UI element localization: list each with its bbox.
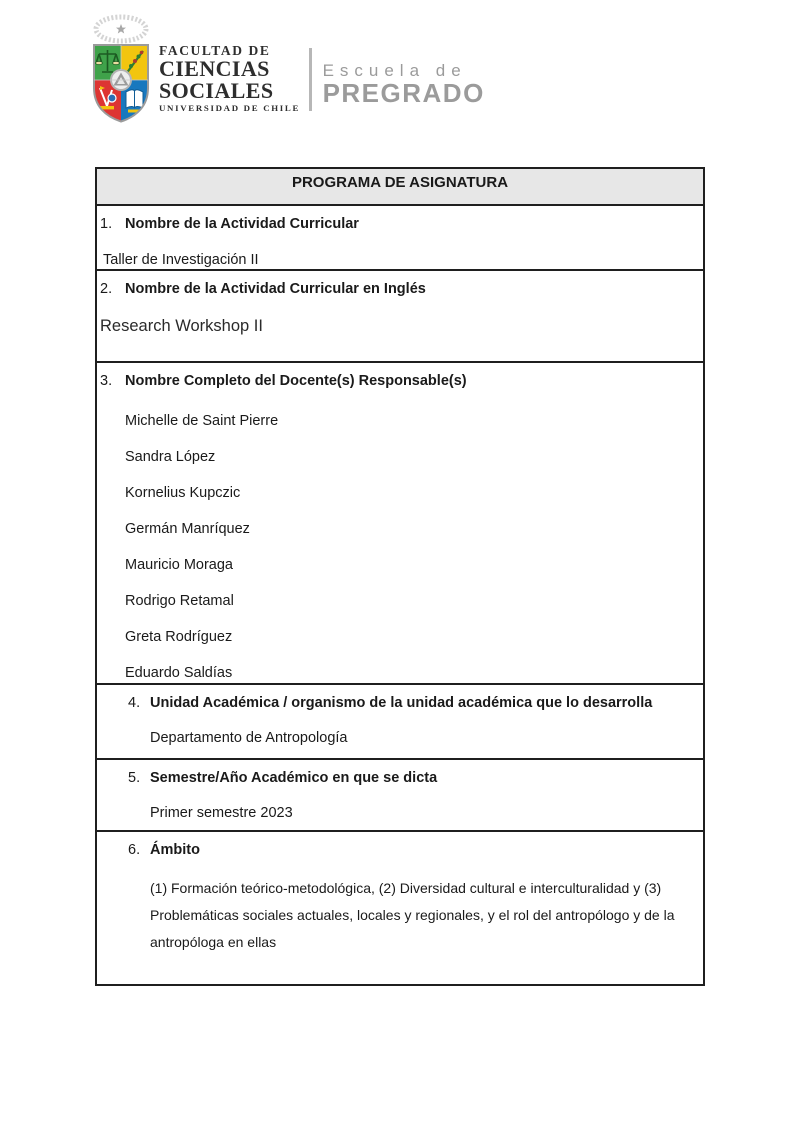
row-semestre — [97, 760, 703, 832]
docente-name: Greta Rodríguez — [125, 629, 233, 645]
row-6-heading — [97, 832, 703, 860]
faculty-wordmark — [159, 44, 300, 113]
docente-list — [97, 403, 703, 685]
row-6-value: (1) Formación teórico-metodológica, (2) Diversidad cultural e interculturalidad y (3) Problemáticas sociales actuales, locales y regionales, y el rol del antropólogo y de la antropóloga en ellas — [150, 880, 675, 950]
row-3-label: Nombre Completo del Docente(s) Responsable(s) — [125, 373, 467, 389]
docente-name: Germán Manríquez — [125, 521, 250, 537]
row-6-number: 6. — [128, 842, 141, 858]
docente-name: Eduardo Saldías — [125, 665, 233, 681]
row-1-label: Nombre de la Actividad Curricular — [125, 216, 359, 232]
row-2-number: 2. — [100, 281, 113, 297]
faculty-line2: CIENCIAS — [159, 56, 270, 81]
row-docentes — [97, 363, 703, 685]
row-3-heading — [97, 363, 703, 391]
row-1-heading — [97, 206, 703, 234]
row-5-number: 5. — [128, 770, 141, 786]
row-nombre-ingles — [97, 271, 703, 363]
logo-header — [88, 14, 485, 126]
docente-name: Michelle de Saint Pierre — [125, 413, 279, 429]
docente-name: Kornelius Kupczic — [125, 485, 241, 501]
row-4-number: 4. — [128, 695, 141, 711]
row-5-heading — [97, 760, 703, 788]
faculty-line1: FACULTAD DE — [159, 43, 271, 58]
row-5-value: Primer semestre 2023 — [150, 805, 293, 821]
row-6-label: Ámbito — [150, 842, 200, 858]
row-3-number: 3. — [100, 373, 113, 389]
row-2-label: Nombre de la Actividad Curricular en Inglés — [125, 281, 426, 297]
university-shield-icon — [88, 14, 154, 126]
docente-name: Rodrigo Retamal — [125, 593, 234, 609]
row-2-value: Research Workshop II — [100, 317, 263, 335]
table-title: PROGRAMA DE ASIGNATURA — [97, 169, 703, 206]
row-1-value: Taller de Investigación II — [103, 252, 259, 268]
logo-divider — [309, 48, 312, 111]
row-4-value: Departamento de Antropología — [150, 730, 348, 746]
school-line2: PREGRADO — [322, 78, 485, 108]
university-shield-logo — [88, 14, 154, 126]
row-unidad-academica — [97, 685, 703, 760]
docente-name: Sandra López — [125, 449, 216, 465]
docente-name: Mauricio Moraga — [125, 557, 233, 573]
university-name: UNIVERSIDAD DE CHILE — [159, 103, 301, 113]
program-table — [95, 167, 705, 986]
row-1-number: 1. — [100, 216, 113, 232]
school-line1: Escuela de — [322, 61, 467, 80]
row-2-heading — [97, 271, 703, 299]
row-4-heading — [97, 685, 703, 713]
row-nombre-actividad — [97, 206, 703, 271]
row-ambito — [97, 832, 703, 983]
school-wordmark — [323, 62, 485, 106]
row-5-label: Semestre/Año Académico en que se dicta — [150, 770, 438, 786]
row-4-label: Unidad Académica / organismo de la unidad académica que lo desarrolla — [150, 695, 653, 711]
faculty-line3: SOCIALES — [159, 77, 274, 103]
